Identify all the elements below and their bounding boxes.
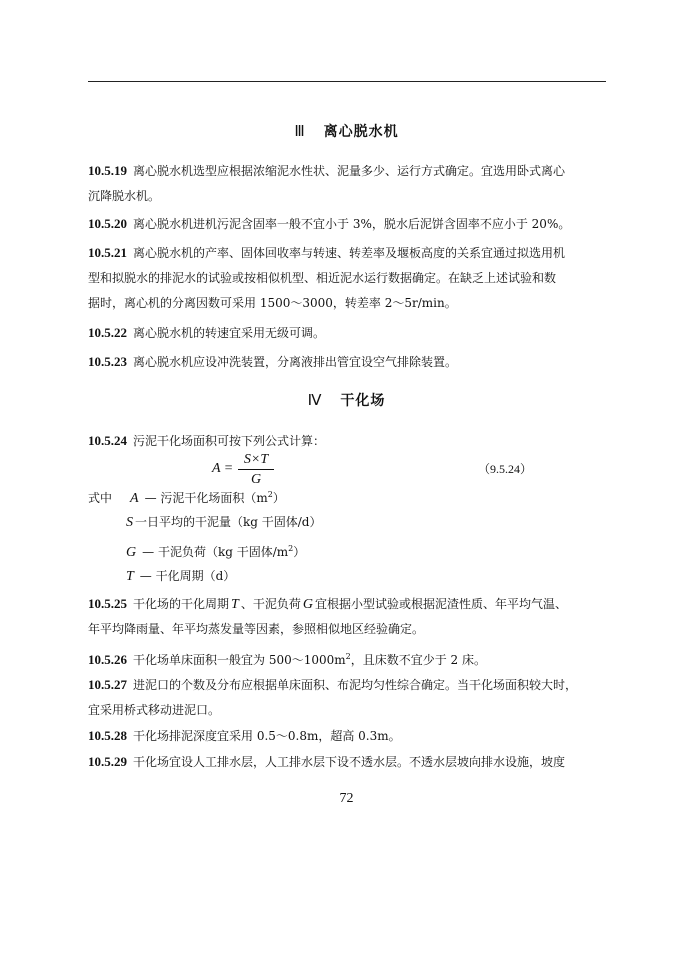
variable-symbol: T <box>126 569 134 584</box>
clause-10-5-21 <box>88 240 608 316</box>
clause-text: 离心脱水机的转速宜采用无级可调。 <box>133 326 326 340</box>
clause-number: 10.5.26 <box>88 652 127 667</box>
clause-10-5-28 <box>88 723 608 749</box>
formula-lhs: A = <box>212 461 234 476</box>
clause-10-5-23 <box>88 349 608 375</box>
section-number: Ⅳ <box>307 393 323 409</box>
superscript: 2 <box>345 652 351 661</box>
section-title: 干化场 <box>340 393 386 409</box>
clause-text: 宜采用桥式移动进泥口。 <box>88 703 221 717</box>
clause-number: 10.5.20 <box>88 216 127 231</box>
clause-10-5-26 <box>88 644 608 673</box>
symbol-g: G <box>302 597 313 612</box>
clause-10-5-22 <box>88 320 608 346</box>
variable-desc: — 污泥干化场面积（m <box>144 491 268 505</box>
variable-symbol: G <box>126 545 137 560</box>
variable-desc: — 干泥负荷（kg 干固体/m <box>142 545 289 559</box>
clause-text: 干化场宜设人工排水层，人工排水层下设不透水层。不透水层坡向排水设施，坡度 <box>133 755 566 769</box>
variable-desc: — 干化周期（d） <box>139 569 236 583</box>
clause-number: 10.5.23 <box>88 354 127 369</box>
variable-a <box>88 483 285 511</box>
section-title: 离心脱水机 <box>323 124 399 140</box>
clause-number: 10.5.21 <box>88 245 127 260</box>
clause-text: 型和拟脱水的排泥水的试验或按相似机型、相近泥水运行数据确定。在缺乏上述试验和数 <box>88 271 557 285</box>
clause-number: 10.5.27 <box>88 677 127 692</box>
superscript: 2 <box>288 544 294 553</box>
clause-10-5-24 <box>88 428 608 454</box>
clause-10-5-27 <box>88 672 608 723</box>
clause-number: 10.5.24 <box>88 433 127 448</box>
symbol-t: T <box>231 597 239 612</box>
clause-text: 据时，离心机的分离因数可采用 1500～3000，转差率 2～5r/min。 <box>88 296 457 310</box>
clause-10-5-29 <box>88 749 608 775</box>
clause-text: 沉降脱水机。 <box>88 189 161 203</box>
clause-number: 10.5.22 <box>88 325 127 340</box>
clause-text: 离心脱水机的产率、固体回收率与转速、转差率及堰板高度的关系宜通过拟选用机 <box>133 246 566 260</box>
clause-text: 干化场的干化周期 <box>133 597 230 611</box>
variable-t <box>126 564 235 589</box>
clause-text: 干化场单床面积一般宜为 500～1000m <box>133 653 346 667</box>
clause-number: 10.5.19 <box>88 163 127 178</box>
formula-number: （9.5.24） <box>478 462 533 476</box>
clause-text: 离心脱水机选型应根据浓缩泥水性状、泥量多少、运行方式确定。宜选用卧式离心 <box>133 164 566 178</box>
clause-text: 宜根据小型试验或根据泥渣性质、年平均气温、 <box>314 597 567 611</box>
section-heading-3 <box>0 121 693 141</box>
clause-text: 离心脱水机进机污泥含固率一般不宜小于 3%，脱水后泥饼含固率不应小于 20%。 <box>133 217 571 231</box>
header-rule <box>88 81 606 82</box>
variable-tail: ） <box>272 491 285 505</box>
clause-10-5-20 <box>88 211 608 237</box>
clause-number: 10.5.25 <box>88 596 127 611</box>
formula-numerator: S×T <box>243 452 269 467</box>
clause-number: 10.5.28 <box>88 728 127 743</box>
clause-text: 干化场排泥深度宜采用 0.5～0.8m，超高 0.3m。 <box>133 729 401 743</box>
clause-text: ，且床数不宜少于 2 床。 <box>350 653 486 667</box>
clause-text: 进泥口的个数及分布应根据单床面积、布泥均匀性综合确定。当干化场面积较大时， <box>133 678 578 692</box>
clause-10-5-25 <box>88 591 608 642</box>
section-number: Ⅲ <box>294 124 306 140</box>
formula-denominator: G <box>250 472 262 487</box>
clause-text: 年平均降雨量、年平均蒸发量等因素，参照相似地区经验确定。 <box>88 622 425 636</box>
section-heading-4 <box>0 390 693 410</box>
where-label: 式中 <box>88 491 113 505</box>
clause-number: 10.5.29 <box>88 754 127 769</box>
superscript: 2 <box>267 490 273 499</box>
variable-g <box>126 537 305 565</box>
variable-tail: ） <box>293 545 306 559</box>
clause-10-5-19 <box>88 158 608 209</box>
variable-desc: 一日平均的干泥量（kg 干固体/d） <box>135 515 322 529</box>
variable-symbol: A <box>130 491 139 506</box>
variable-s <box>126 510 322 535</box>
variable-symbol: S <box>126 515 133 530</box>
fraction-bar <box>238 469 274 470</box>
clause-text: 离心脱水机应设冲洗装置，分离液排出管宜设空气排除装置。 <box>133 355 458 369</box>
clause-text: 污泥干化场面积可按下列公式计算： <box>133 434 326 448</box>
page-number: 72 <box>339 791 354 806</box>
clause-text: 、干泥负荷 <box>240 597 301 611</box>
